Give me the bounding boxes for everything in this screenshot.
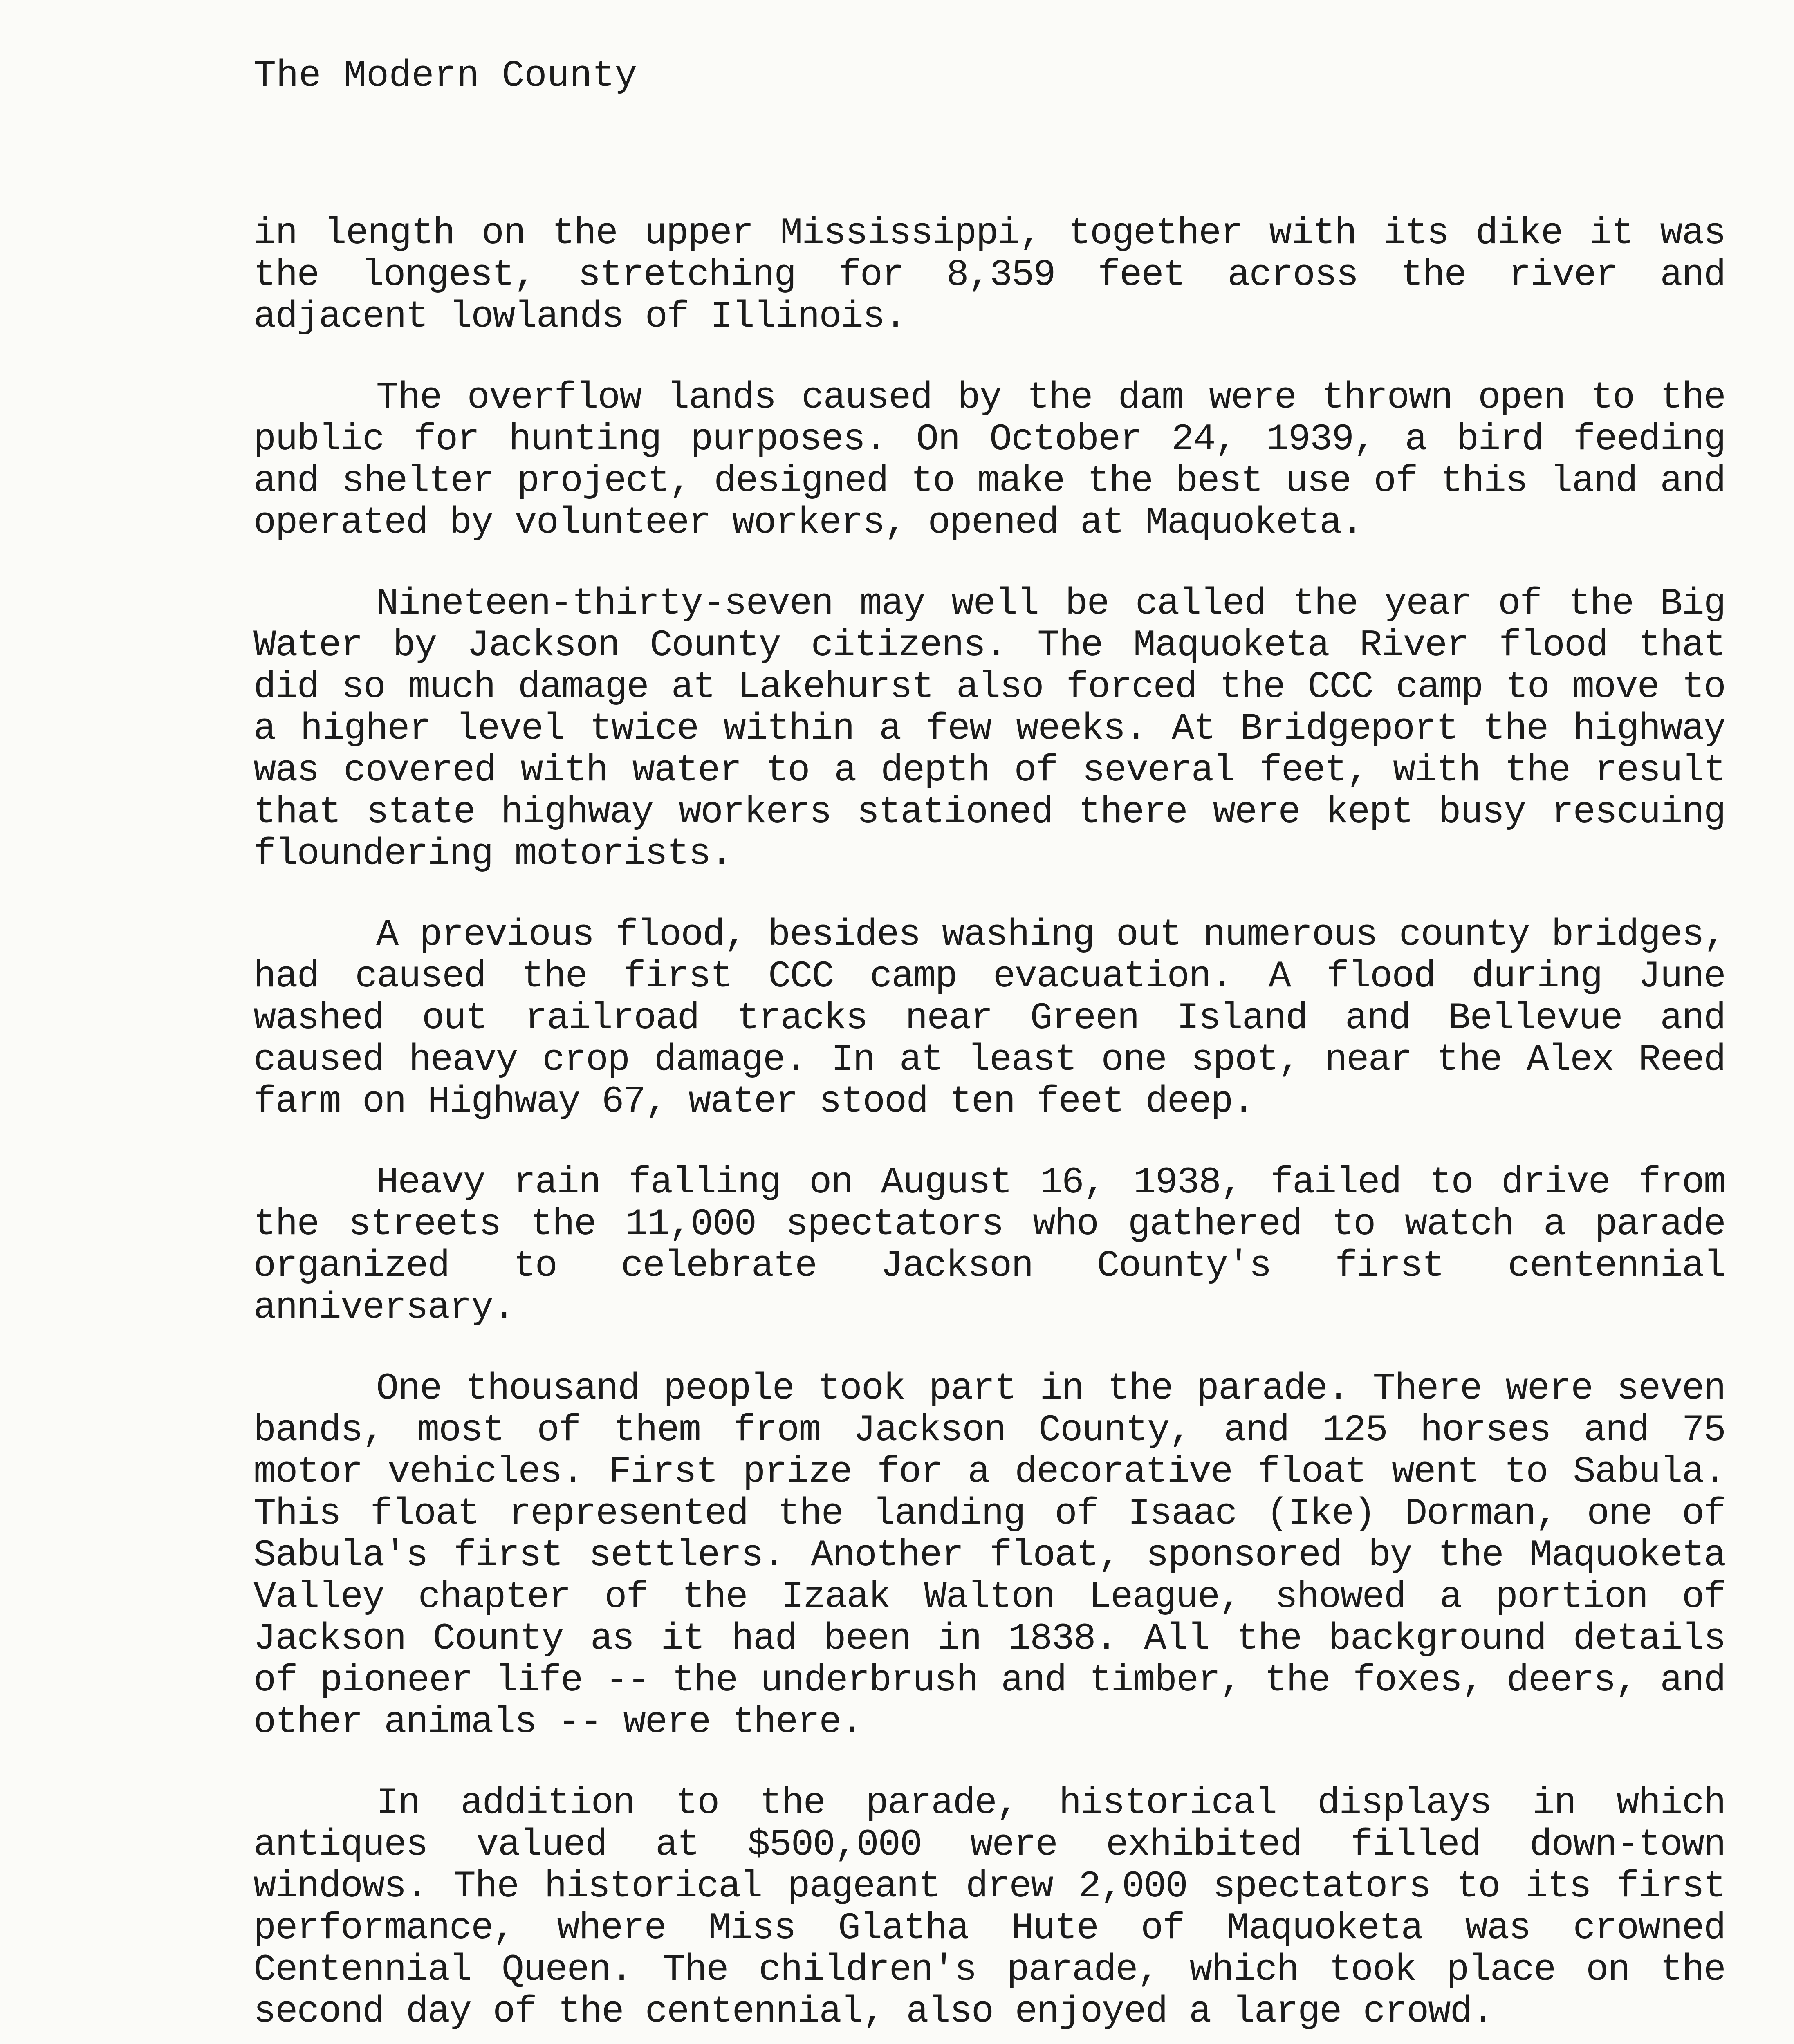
paragraph-parade: One thousand people took part in the parade. There were seven bands, most of them from Jackson County, and 125 horses and 75 motor vehicles. First prize for a decorative float went to Sabula. This float represented the landing of Isaac (Ike) Dorman, one of Sabula's first settlers. Another float, sponsored by the Maquoketa Valley chapter of the Izaak Walton League, showed a portion of Jackson County as it had been in 1838. All the background details of pioneer life -- the underbrush and timber, the foxes, deers, and other animals -- were there. [253, 1367, 1725, 1744]
body-text [253, 213, 1725, 2044]
paragraph-dam-length: in length on the upper Mississippi, together with its dike it was the longest, stretching for 8,359 feet across the river and adjacent lowlands of Illinois. [253, 212, 1725, 338]
running-head: The Modern County [253, 54, 637, 97]
paragraph-historical-displays: In addition to the parade, historical displays in which antiques valued at $500,000 were exhibited filled down-town windows. The historical pageant drew 2,000 spectators to its first performance, where Miss Glatha Hute of Maquoketa was crowned Centennial Queen. The children's parade, which took place on the second day of the centennial, also enjoyed a large crowd. [253, 1782, 1725, 2033]
paragraph-centennial-rain: Heavy rain falling on August 16, 1938, failed to drive from the streets the 11,000 spectators who gathered to watch a parade organized to celebrate Jackson County's first centennial anniversary. [253, 1161, 1725, 1329]
paragraph-previous-flood: A previous flood, besides washing out numerous county bridges, had caused the first CCC camp evacuation. A flood during June washed out railroad tracks near Green Island and Bellevue and caused heavy crop damage. In at least one spot, near the Alex Reed farm on Highway 67, water stood ten feet deep. [253, 913, 1725, 1123]
paragraph-overflow-lands: The overflow lands caused by the dam were thrown open to the public for hunting purposes. On October 24, 1939, a bird feeding and shelter project, designed to make the best use of this land and operated by volunteer workers, opened at Maquoketa. [253, 376, 1725, 544]
paragraph-big-water: Nineteen-thirty-seven may well be called the year of the Big Water by Jackson County citizens. The Maquoketa River flood that did so much damage at Lakehurst also forced the CCC camp to move to a higher level twice within a few weeks. At Bridgeport the highway was covered with water to a depth of several feet, with the result that state highway workers stationed there were kept busy rescuing floundering motorists. [253, 582, 1725, 875]
